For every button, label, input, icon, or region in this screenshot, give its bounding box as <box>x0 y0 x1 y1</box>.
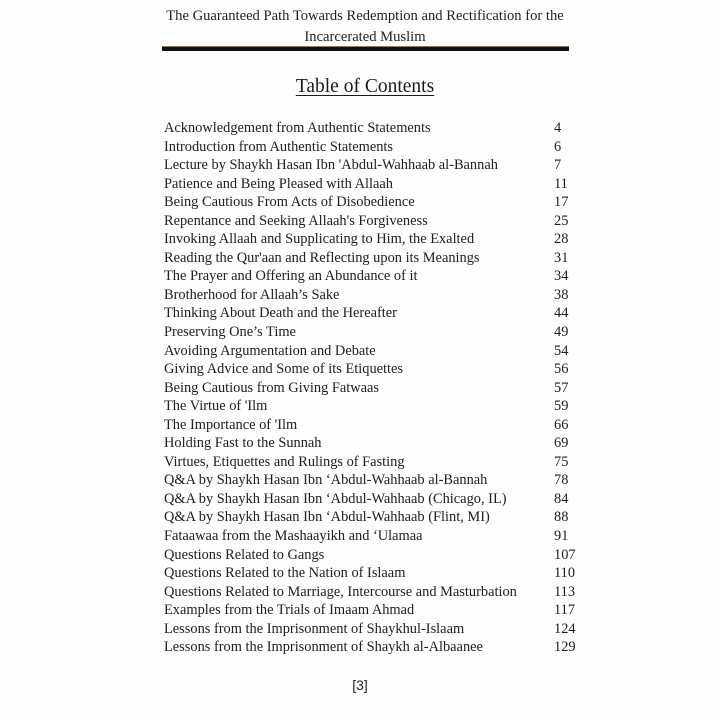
toc-entry-label: Avoiding Argumentation and Debate <box>164 342 376 359</box>
toc-entry <box>164 267 580 286</box>
toc-entry <box>164 323 580 342</box>
toc-entry-page: 117 <box>554 602 576 619</box>
toc-entry-label: Q&A by Shaykh Hasan Ibn ‘Abdul-Wahhaab (Flint, MI) <box>164 509 490 526</box>
toc-entry <box>164 212 580 231</box>
toc-entry-page: 107 <box>554 546 576 563</box>
toc-entry-page: 129 <box>554 639 576 656</box>
toc-entry-page: 88 <box>554 509 569 526</box>
toc-entry <box>164 379 580 398</box>
toc-entry <box>164 638 580 657</box>
toc-entry-page: 6 <box>554 138 562 155</box>
toc-entry-page: 28 <box>554 231 569 248</box>
toc-entry-label: Introduction from Authentic Statements <box>164 138 394 155</box>
toc-entry <box>164 471 580 490</box>
toc-entry-label: Questions Related to Gangs <box>164 546 325 563</box>
toc-entry-page: 25 <box>554 212 569 229</box>
toc-entry-page: 110 <box>554 565 576 582</box>
toc-entry-label: The Importance of 'Ilm <box>164 416 298 433</box>
toc-entry <box>164 434 580 453</box>
toc-entry <box>164 193 580 212</box>
page-number: [3] <box>352 677 368 693</box>
toc-entry <box>164 601 580 620</box>
toc-entry-label: Fataawaa from the Mashaayikh and ‘Ulamaa <box>164 528 423 545</box>
toc-entry <box>164 527 580 546</box>
toc-entry <box>164 490 580 509</box>
toc-entry-label: Brotherhood for Allaah’s Sake <box>164 286 340 303</box>
toc-entry <box>164 360 580 379</box>
toc-entry-page: 17 <box>554 194 569 211</box>
toc-entry <box>164 508 580 527</box>
toc-entry-page: 75 <box>554 453 569 470</box>
toc-entry-page: 56 <box>554 361 569 378</box>
toc-entry <box>164 286 580 305</box>
toc-entry-label: Questions Related to the Nation of Islaam <box>164 565 406 582</box>
toc-entry-page: 113 <box>554 583 576 600</box>
toc-entry-label: Holding Fast to the Sunnah <box>164 435 322 452</box>
toc-entry-page: 34 <box>554 268 569 285</box>
toc-entry-page: 69 <box>554 435 569 452</box>
toc-entry-label: Virtues, Etiquettes and Rulings of Fasting <box>164 453 405 470</box>
toc-entry <box>164 138 580 157</box>
toc-entry-label: Invoking Allaah and Supplicating to Him, the Exalted <box>164 231 475 248</box>
toc-entry <box>164 304 580 323</box>
toc-entry-label: Preserving One’s Time <box>164 324 296 341</box>
toc-entry-page: 84 <box>554 490 569 507</box>
toc-entry-label: Being Cautious From Acts of Disobedience <box>164 194 415 211</box>
toc-list <box>164 119 580 657</box>
header-divider-thick <box>162 47 569 51</box>
toc-entry-label: Questions Related to Marriage, Intercourse and Masturbation <box>164 583 517 600</box>
toc-entry <box>164 119 580 138</box>
toc-entry-page: 11 <box>554 175 568 192</box>
toc-entry <box>164 230 580 249</box>
toc-entry-page: 7 <box>554 157 562 174</box>
toc-title: Table of Contents <box>295 76 435 97</box>
toc-entry-label: Thinking About Death and the Hereafter <box>164 305 397 322</box>
toc-entry-label: Being Cautious from Giving Fatwaas <box>164 379 380 396</box>
toc-entry-label: Lessons from the Imprisonment of Shaykhul-Islaam <box>164 620 465 637</box>
toc-entry <box>164 397 580 416</box>
toc-entry-label: Patience and Being Pleased with Allaah <box>164 175 393 192</box>
toc-entry-label: The Virtue of 'Ilm <box>164 398 268 415</box>
running-head <box>150 6 580 48</box>
toc-entry-page: 124 <box>554 620 576 637</box>
toc-entry <box>164 249 580 268</box>
toc-entry <box>164 416 580 435</box>
toc-entry-page: 44 <box>554 305 569 322</box>
toc-entry-page: 78 <box>554 472 569 489</box>
toc-entry-label: Repentance and Seeking Allaah's Forgiveness <box>164 212 428 229</box>
toc-entry-label: Acknowledgement from Authentic Statements <box>164 120 431 136</box>
toc-entry-page: 4 <box>554 120 562 136</box>
toc-entry <box>164 453 580 472</box>
toc-entry-label: Reading the Qur'aan and Reflecting upon its Meanings <box>164 249 480 266</box>
toc-entry-page: 66 <box>554 416 569 433</box>
toc-entry <box>164 583 580 602</box>
toc-entry-label: Q&A by Shaykh Hasan Ibn ‘Abdul-Wahhaab (Chicago, IL) <box>164 490 507 507</box>
toc-entry-page: 54 <box>554 342 569 359</box>
toc-entry-page: 57 <box>554 379 569 396</box>
toc-entry-label: Lecture by Shaykh Hasan Ibn 'Abdul-Wahhaab al-Bannah <box>164 157 498 174</box>
toc-entry-label: Giving Advice and Some of its Etiquettes <box>164 361 404 378</box>
toc-entry-page: 49 <box>554 324 569 341</box>
toc-entry <box>164 342 580 361</box>
toc-entry-page: 38 <box>554 286 569 303</box>
running-head-line-2: Incarcerated Muslim <box>304 29 426 45</box>
running-head-line-1: The Guaranteed Path Towards Redemption and Rectification for the <box>166 8 564 24</box>
toc-entry-page: 31 <box>554 249 569 266</box>
toc-entry <box>164 156 580 175</box>
toc-entry <box>164 546 580 565</box>
toc-entry-label: Examples from the Trials of Imaam Ahmad <box>164 602 415 619</box>
toc-entry-label: Q&A by Shaykh Hasan Ibn ‘Abdul-Wahhaab al-Bannah <box>164 472 488 489</box>
toc-entry <box>164 620 580 639</box>
toc-entry <box>164 175 580 194</box>
toc-entry-label: Lessons from the Imprisonment of Shaykh al-Albaanee <box>164 639 483 656</box>
toc-entry-label: The Prayer and Offering an Abundance of it <box>164 268 418 285</box>
toc-entry <box>164 564 580 583</box>
toc-entry-page: 91 <box>554 528 569 545</box>
toc-entry-page: 59 <box>554 398 569 415</box>
